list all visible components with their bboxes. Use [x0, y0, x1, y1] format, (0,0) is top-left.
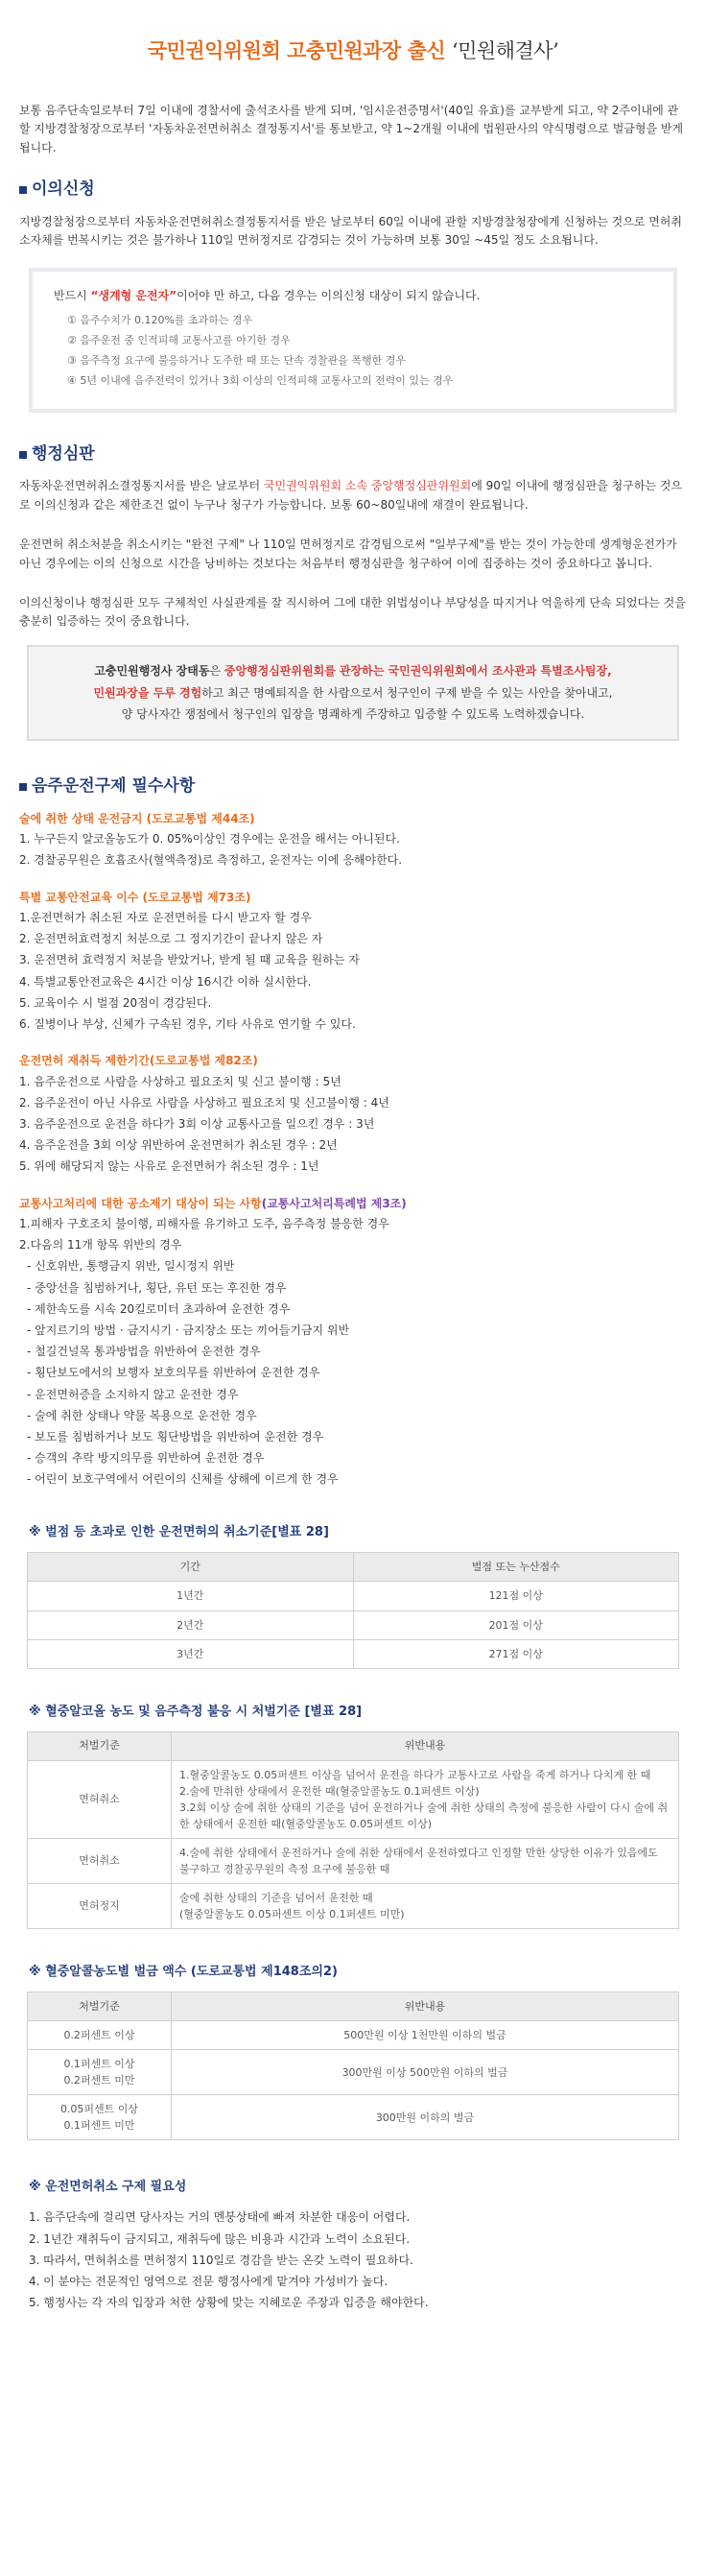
section-heading-label: 행정심판 [32, 443, 95, 464]
table-row [28, 1883, 679, 1928]
table-cell: 면허정지 [28, 1883, 172, 1928]
list-item: 5. 행정사는 각 자의 입장과 처한 상황에 맞는 지혜로운 주장과 입증을 해야한다. [29, 2296, 429, 2310]
conditions-list [54, 311, 652, 392]
list-item: 2. 경찰공무원은 호흡조사(혈액측정)로 측정하고, 운전자는 이에 응해야한다. [19, 853, 403, 868]
table-cell: 300만원 이상 500만원 이하의 벌금 [172, 2050, 679, 2095]
table-row [28, 1838, 679, 1883]
table-title: ※ 벌점 등 초과로 인한 운전면허의 취소기준[별표 28] [29, 1525, 329, 1540]
list-item: ② 음주운전 중 인적피해 교통사고를 야기한 경우 [67, 334, 291, 347]
page-title [0, 0, 706, 102]
admin-paragraph-2: 운전면허 취소처분을 취소시키는 "완전 구제" 나 110일 면허정지로 감경팀으로써 "일부구제"를 받는 것이 가능한데 생계형운전가가 아닌 경우에는 이의 신청으로 시간을 낭비하는 것보다는 처음부터 행정심판을 청구하여 이에 집중하는 것이 중요하다고 봅니다. [19, 537, 677, 570]
list-item: - 철길건널목 통과방법을 위반하여 운전한 경우 [27, 1345, 261, 1359]
subsection-title: 특별 교통안전교육 이수 (도로교통법 제73조) [19, 890, 251, 904]
table-cell [28, 2050, 172, 2095]
table-cell [28, 2095, 172, 2140]
table-cell: 2년간 [28, 1610, 354, 1639]
table-title: ※ 혈중알코올 농도 및 음주측정 불응 시 처벌기준 [별표 28] [29, 1704, 363, 1719]
text-emphasis: 중앙행정심판위원회를 관장하는 국민권익위원회에서 조사관과 특별조사팀장, [224, 663, 612, 678]
cell-line: 0.1퍼센트 미만 [63, 2119, 135, 2133]
table-cell: 300만원 이하의 벌금 [172, 2095, 679, 2140]
subsection-title: 운전면허 재취득 제한기간(도로교통법 제82조) [19, 1054, 258, 1068]
text: 하고 최근 명예퇴직을 한 사람으로서 청구인이 구제 받을 수 있는 사안을 찾아내고, [201, 685, 613, 700]
profile-name: 고충민원행정사 장태동 [94, 663, 210, 678]
list-item: 2.다음의 11개 항목 위반의 경우 [19, 1238, 182, 1252]
lead-emphasis: “생계형 운전자” [90, 288, 177, 302]
table-row [28, 1582, 679, 1610]
table-cell [172, 1883, 679, 1928]
text: 은 [209, 663, 224, 678]
text-emphasis: (교통사고처리특례법 제3조) [261, 1196, 407, 1210]
admin-paragraph-3: 이의신청이나 행정심판 모두 구체적인 사실관계를 잘 직시하여 그에 대한 위법성이나 부당성을 따지거나 억울하게 단속 되었다는 것을 충분히 입증하는 것이 중요합니다. [19, 596, 686, 629]
subsection-list [0, 907, 706, 1035]
lead-text: 반드시 [54, 288, 91, 302]
cell-line: (혈중알콜농도 0.05퍼센트 이상 0.1퍼센트 미만) [179, 1908, 405, 1920]
subsection-title: 술에 취한 상태 운전금지 (도로교통법 제44조) [19, 811, 255, 825]
objection-conditions-box [29, 268, 677, 413]
table-row [28, 1760, 679, 1838]
table-cell: 121점 이상 [353, 1582, 679, 1610]
cell-line: 2.술에 만취한 상태에서 운전한 때(혈중알콜농도 0.1퍼센트 이상) [179, 1784, 480, 1798]
list-item: 4. 특별교통안전교육은 4시간 이상 16시간 이하 실시한다. [19, 974, 312, 989]
table-cell [172, 1838, 679, 1883]
table-row [28, 2050, 679, 2095]
list-item: 1. 음주운전으로 사람을 사상하고 필요조치 및 신고 불이행 : 5년 [19, 1074, 341, 1088]
cell-line: 3.2회 이상 술에 취한 상태의 기준을 넘어 운전하거나 술에 취한 상태의 측정에 불응한 사람이 다시 술에 취한 상태에서 운전한 때(혈중알콜농도 0.05퍼센트 이상) [179, 1801, 669, 1830]
table-header: 처벌기준 [28, 1992, 172, 2021]
section-heading-relief [0, 774, 706, 800]
text: 양 당사자간 쟁점에서 청구인의 입장을 명쾌하게 주장하고 입증할 수 있도록 노력하겠습니다. [121, 707, 585, 722]
section-heading-label: 이의신청 [32, 179, 95, 200]
square-bullet-icon [19, 186, 27, 194]
necessity-title: ※ 운전면허취소 구제 필요성 [29, 2180, 187, 2195]
list-item: - 어린이 보호구역에서 어린이의 신체를 상해에 이르게 한 경우 [27, 1472, 339, 1487]
intro-paragraph: 보통 음주단속일로부터 7일 이내에 경찰서에 출석조사를 받게 되며, '임시운전증명서'(40일 유효)를 교부받게 되고, 약 2주이내에 관할 지방경찰청장으로부터 '자동차운전면허취소 결정통지서'를 통보받고, 약 1~2개월 이내에 법원판사의 약식명령으로 벌금형을 받게 됩니다. [19, 104, 684, 155]
table-cell: 1년간 [28, 1582, 354, 1610]
text-emphasis: 민원과장을 두루 경험 [93, 685, 202, 700]
list-item: - 횡단보도에서의 보행자 보호의무를 위반하여 운전한 경우 [27, 1366, 320, 1380]
square-bullet-icon [19, 451, 27, 459]
cell-line: 1.혈중알콜농도 0.05퍼센트 이상을 넘어서 운전을 하다가 교통사고로 사람을 죽게 하거나 다치게 한 때 [179, 1768, 651, 1781]
revocation-criteria-table [27, 1552, 679, 1668]
section-heading-objection [0, 177, 706, 203]
cell-line: 0.1퍼센트 이상 [63, 2058, 135, 2071]
cell-line: 4.술에 취한 상태에서 운전하거나 술에 취한 상태에서 운전하였다고 인정할 만한 상당한 이유가 있음에도 불구하고 경찰공무원의 측정 요구에 불응한 때 [179, 1846, 658, 1875]
list-item: 3. 운전면허 효력정지 처분을 받았거나, 받게 될 때 교육을 원하는 자 [19, 953, 360, 967]
table-cell: 3년간 [28, 1639, 354, 1668]
fine-amount-table [27, 1992, 679, 2140]
table-header-row [28, 1731, 679, 1760]
necessity-list [0, 2206, 706, 2313]
list-item: ④ 5년 이내에 음주전력이 있거나 3회 이상의 인적피해 교통사고의 전력이 있는 경우 [67, 373, 454, 387]
table-header: 위반내용 [172, 1992, 679, 2021]
admin-paragraph-1 [0, 477, 706, 514]
list-item: ③ 음주측정 요구에 불응하거나 도주한 때 또는 단속 경찰관을 폭행한 경우 [67, 353, 406, 367]
list-item: 1. 누구든지 알코올농도가 0. 05%이상인 경우에는 운전을 해서는 아니된다. [19, 832, 400, 847]
list-item: - 술에 취한 상태나 약물 복용으로 운전한 경우 [27, 1408, 257, 1422]
conditions-lead [54, 287, 652, 305]
title-highlight: ‘민원해결사’ [451, 39, 559, 62]
list-item: 4. 음주운전을 3회 이상 위반하여 운전면허가 취소된 경우 : 2년 [19, 1138, 338, 1153]
profile-box [27, 645, 679, 741]
penalty-criteria-table [27, 1731, 679, 1929]
cell-line: 0.2퍼센트 미만 [63, 2074, 135, 2087]
table-header-row [28, 1553, 679, 1582]
text: 에 90일 이내에 행정심판을 청구하는 것으로 이의신청과 같은 제한조건 없이 누구나 청구가 가능합니다. 보통 60~80일내에 재결이 완료됩니다. [19, 479, 683, 512]
table-header: 처벌기준 [28, 1731, 172, 1760]
cell-line: 0.05퍼센트 이상 [59, 2103, 139, 2116]
table-cell: 면허취소 [28, 1760, 172, 1838]
lead-text: 이어야 만 하고, 다음 경우는 이의신청 대상이 되지 않습니다. [176, 288, 481, 302]
table-row [28, 2095, 679, 2140]
subsection-title [0, 1195, 706, 1213]
list-item: 5. 교육이수 시 벌점 20점이 경감된다. [19, 995, 212, 1010]
section-heading-admin-trial [0, 441, 706, 468]
list-item: - 중앙선을 침범하거나, 횡단, 유턴 또는 후진한 경우 [27, 1280, 287, 1295]
text: 교통사고처리에 대한 공소제기 대상이 되는 사항 [19, 1196, 262, 1210]
text: 자동차운전면허취소결정통지서를 받은 날로부터 [19, 479, 264, 493]
subsection-list [0, 828, 706, 871]
list-item: 1.피해자 구호조치 불이행, 피해자를 유기하고 도주, 음주측정 불응한 경우 [19, 1217, 389, 1230]
table-cell [172, 1760, 679, 1838]
list-item: 1.운전면허가 취소된 자로 운전면허를 다시 받고자 할 경우 [19, 911, 312, 925]
list-item: - 앞지르기의 방법 · 금지시기 · 금지장소 또는 끼어들기금지 위반 [27, 1323, 350, 1337]
table-cell: 500만원 이상 1천만원 이하의 벌금 [172, 2021, 679, 2050]
table-cell: 201점 이상 [353, 1610, 679, 1639]
list-item: 3. 음주운전으로 운전을 하다가 3회 이상 교통사고를 일으킨 경우 : 3년 [19, 1117, 375, 1131]
table-header-row [28, 1992, 679, 2021]
title-main: 국민권익위원회 고충민원과장 출신 [147, 39, 446, 62]
table-header: 벌점 또는 누산점수 [353, 1553, 679, 1582]
cell-line: 술에 취한 상태의 기준을 넘어서 운전한 때 [179, 1891, 373, 1904]
table-title: ※ 혈중알콜농도별 벌금 액수 (도로교통법 제148조의2) [29, 1965, 338, 1980]
subsection-list [0, 1213, 706, 1490]
list-item: 6. 질병이나 부상, 신체가 구속된 경우, 기타 사유로 연기할 수 있다. [19, 1017, 356, 1031]
objection-paragraph: 지방경찰청장으로부터 자동차운전면허취소결정통지서를 받은 날로부터 60일 이내에 관할 지방경찰청장에게 신청하는 것으로 면허취소자체를 번복시키는 것은 불가하나 110일 면허정지로 감경되는 것이 가능하며 보통 30일 ~45일 정도 소요됩니다. [19, 214, 682, 248]
table-cell: 271점 이상 [353, 1639, 679, 1668]
table-row [28, 1639, 679, 1668]
list-item: 3. 따라서, 면허취소를 면허정지 110일로 경감을 받는 온갖 노력이 필요하다. [29, 2253, 413, 2267]
list-item: 2. 음주운전이 아닌 사유로 사람을 사상하고 필요조치 및 신고불이행 : 4년 [19, 1095, 389, 1109]
list-item: 1. 음주단속에 걸리면 당사자는 거의 멘붕상태에 빠져 차분한 대응이 어렵다. [29, 2210, 411, 2225]
list-item: ① 음주수치가 0.120%를 초과하는 경우 [67, 314, 253, 327]
list-item: - 제한속도를 시속 20킬로미터 초과하여 운전한 경우 [27, 1301, 291, 1316]
table-header: 위반내용 [172, 1731, 679, 1760]
list-item: - 승객의 추락 방지의무를 위반하여 운전한 경우 [27, 1451, 265, 1466]
table-header: 기간 [28, 1553, 354, 1582]
square-bullet-icon [19, 783, 27, 791]
list-item: 2. 운전면허효력정지 처분으로 그 정지기간이 끝나지 않은 자 [19, 932, 323, 946]
table-cell: 면허취소 [28, 1838, 172, 1883]
list-item: - 보도를 침범하거나 보도 횡단방법을 위반하여 운전한 경우 [27, 1429, 324, 1443]
list-item: - 신호위반, 통행금지 위반, 일시정지 위반 [27, 1259, 235, 1274]
table-cell: 0.2퍼센트 이상 [28, 2021, 172, 2050]
table-row [28, 1610, 679, 1639]
table-row [28, 2021, 679, 2050]
list-item: 4. 이 분야는 전문적인 영역으로 전문 행정사에게 맡겨야 가성비가 높다. [29, 2274, 388, 2288]
text-emphasis: 국민권익위원회 소속 중앙행정심판위원회 [263, 479, 472, 493]
list-item: 5. 위에 해당되지 않는 사유로 운전면허가 취소된 경우 : 1년 [19, 1159, 319, 1174]
list-item: - 운전면허증을 소지하지 않고 운전한 경우 [27, 1387, 239, 1401]
subsection-list [0, 1071, 706, 1178]
section-heading-label: 음주운전구제 필수사항 [32, 776, 196, 797]
list-item: 2. 1년간 재취득이 금지되고, 재취득에 많은 비용과 시간과 노력이 소요된다. [29, 2231, 411, 2246]
